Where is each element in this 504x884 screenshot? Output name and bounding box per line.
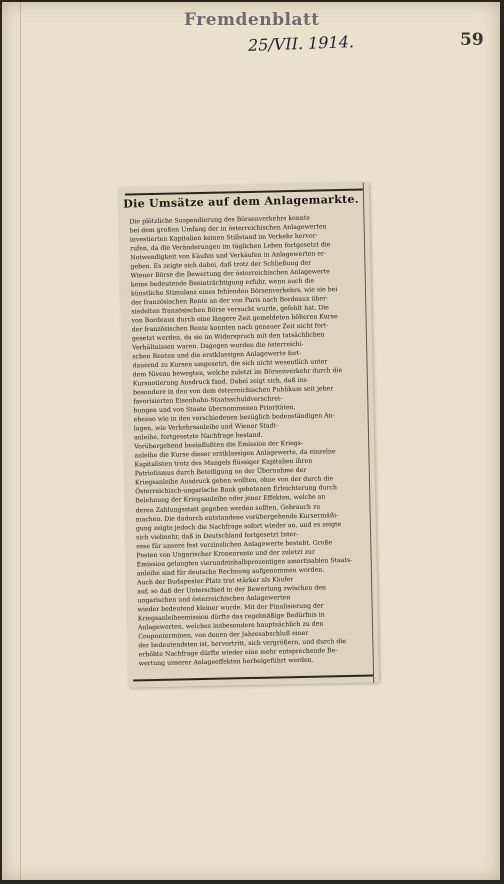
article-line: Kriegsanleiheemission dürfte das regelmäßige Bedürfnis in [137, 611, 325, 623]
article-line: anleihe die Kurse dieser erstklassigen Anlagewerte, da einzelne [134, 448, 336, 460]
article-line: bei dem großen Umfang der in österreichischen Anlagewerten [129, 223, 327, 235]
article-line: anleihe, fortgesetzte Nachfrage bestand. [133, 432, 263, 442]
article-line: Verhältnissen waren. Dagegen wurden die österreichi- [132, 341, 304, 352]
article-line: der bedeutendsten ist, hervortritt, sich vergrößern, und durch die [138, 637, 347, 650]
article-line: Emission gelangten vierundeinhalbprozentigen amortisablen Staats- [136, 556, 353, 568]
page-number: 59 [460, 30, 484, 50]
article-line: geben. Es zeigte sich dabei, daß trotz der Schließung der [130, 259, 312, 271]
article-line: von Bordeaux durch eine längere Zeit gemeldeten höheren Kurse [131, 313, 338, 325]
article-title: Die Umsätze auf dem Anlagemarkte. [123, 192, 360, 211]
article-line: gesetzt werden, da sie im Widerspruch mit den tatsächlichen [131, 331, 325, 343]
article-line: siedelten französischen Börse versucht wurde, gefehlt hat. Die [131, 304, 329, 316]
article-line: Posten von Ungarischer Kronenrente und der zuletzt zur [136, 548, 316, 559]
article-line: lagen, wie Verkehrsanleihe und Wiener Stadt- [133, 422, 279, 433]
article-line: schen Renten und die erstklassigen Anlagewerte fort- [132, 350, 302, 361]
article-line: künstliche Stimulanz eines fehlenden Börsenverkehrs, wie sie bei [130, 286, 338, 298]
article-line: gung zeigte jedoch die Nachfrage sofort wieder an, und es zeigte [135, 520, 342, 532]
article-line: erhöhte Nachfrage dürfte wieder eine mehr entsprechende Be- [138, 646, 338, 659]
article-line: Kriegsanleihe Ausdruck geben wollten, ohne von der durch die [134, 475, 334, 487]
article-line: ebenso wie in den verschiedenen bezüglich bodenständigen An- [133, 412, 335, 424]
article-line: auf, so daß der Unterschied in der Bewertung zwischen den [137, 584, 327, 596]
article-line: Patriotismus durch Beteiligung an der Übernahme der [134, 467, 307, 478]
article-line: machen. Die dadurch entstandene vorübergehende Kursermäßi- [135, 511, 339, 523]
article-line: anleihe sind für deutsche Rechnung aufgenommen worden. [136, 566, 325, 577]
article-line: wertung unserer Anlageeffekten herbeigeführt werden. [138, 656, 314, 668]
article-line: besondere in den von dem österreichischen Publikum seit jeher [133, 385, 334, 397]
article-line: dauernd zu Kursen umgesetzt, die sich nicht wesentlich unter [132, 358, 328, 370]
page-fold-line [20, 2, 21, 880]
article-line: dem Niveau bewegten, welche zuletzt im Börsenverkehr durch die [132, 367, 343, 379]
article-line: Anlagewerten, welches insbesondere hauptsächlich zu den [137, 620, 324, 632]
article-line: esse für unsere fest verzinslichen Anlagewerte besteht. Große [136, 538, 333, 550]
article-line: wieder bedeutend kleiner wurde. Mit der Finalisierung der [137, 602, 324, 614]
article-line: favorisierten Eisenbahn-Staatsschuldverschrei- [133, 395, 283, 406]
article-line: der französischen Rente an der von Paris nach Bordeaux über- [131, 295, 329, 307]
article-line: Belehnung der Kriegsanleihe oder jener Effekten, welche an [135, 493, 326, 505]
article-line: Couponterminen, von denen der Jahresabschluß einer [138, 629, 309, 641]
article-line: sich vielmehr, daß in Deutschland fortgesetzt Inter- [136, 530, 299, 541]
article-line: Auch der Budapester Platz trat stärker als Käufer [136, 575, 294, 587]
article-line: Vorübergehend beeinflußten die Emission der Kriegs- [134, 440, 304, 451]
article-line: der französischen Rente konnten nach genauer Zeit nicht fort- [131, 322, 329, 334]
article-line: bungen und von Staate übernommenen Prioritäten, [133, 404, 296, 415]
article-line: Kapitalisten trotz des Mangels flüssiger Kapitalien ihren [134, 458, 313, 469]
article-line: Österreichisch-ungarische Bank gebotenen Erleichterung durch [135, 484, 338, 496]
archive-page [2, 2, 500, 880]
article-line: keine bedeutende Beeinträchtigung erfuhr, wenn auch die [130, 277, 315, 289]
article-line: ungarischen und österreichischen Anlagewerten [137, 593, 291, 605]
article-line: rufen, da die Veränderungen im täglichen Leben fortgesetzt die [130, 241, 331, 253]
article-line: deren Zahlungsstatt gegeben werden sollten, Gebrauch zu [135, 503, 321, 514]
article-line: investierten Kapitalien keinen Stillstand im Verkehr hervor- [129, 232, 318, 244]
article-line: Notwendigkeit von Käufen und Verkäufen in Anlagewerten er- [130, 250, 327, 262]
newspaper-clipping [119, 182, 379, 687]
newspaper-name: Fremdenblatt [184, 10, 320, 30]
handwritten-date: 25/VII. 1914. [247, 32, 355, 55]
article-line: Die plötzliche Suspendierung des Börsenverkehrs konnte [129, 214, 311, 226]
article-line: Kursnotierung Ausdruck fand. Dabei zeigt sich, daß ins- [132, 377, 309, 388]
article-body [129, 213, 371, 678]
article-line: Wiener Börse die Bewertung der österreichischen Anlagewerte [130, 268, 330, 280]
